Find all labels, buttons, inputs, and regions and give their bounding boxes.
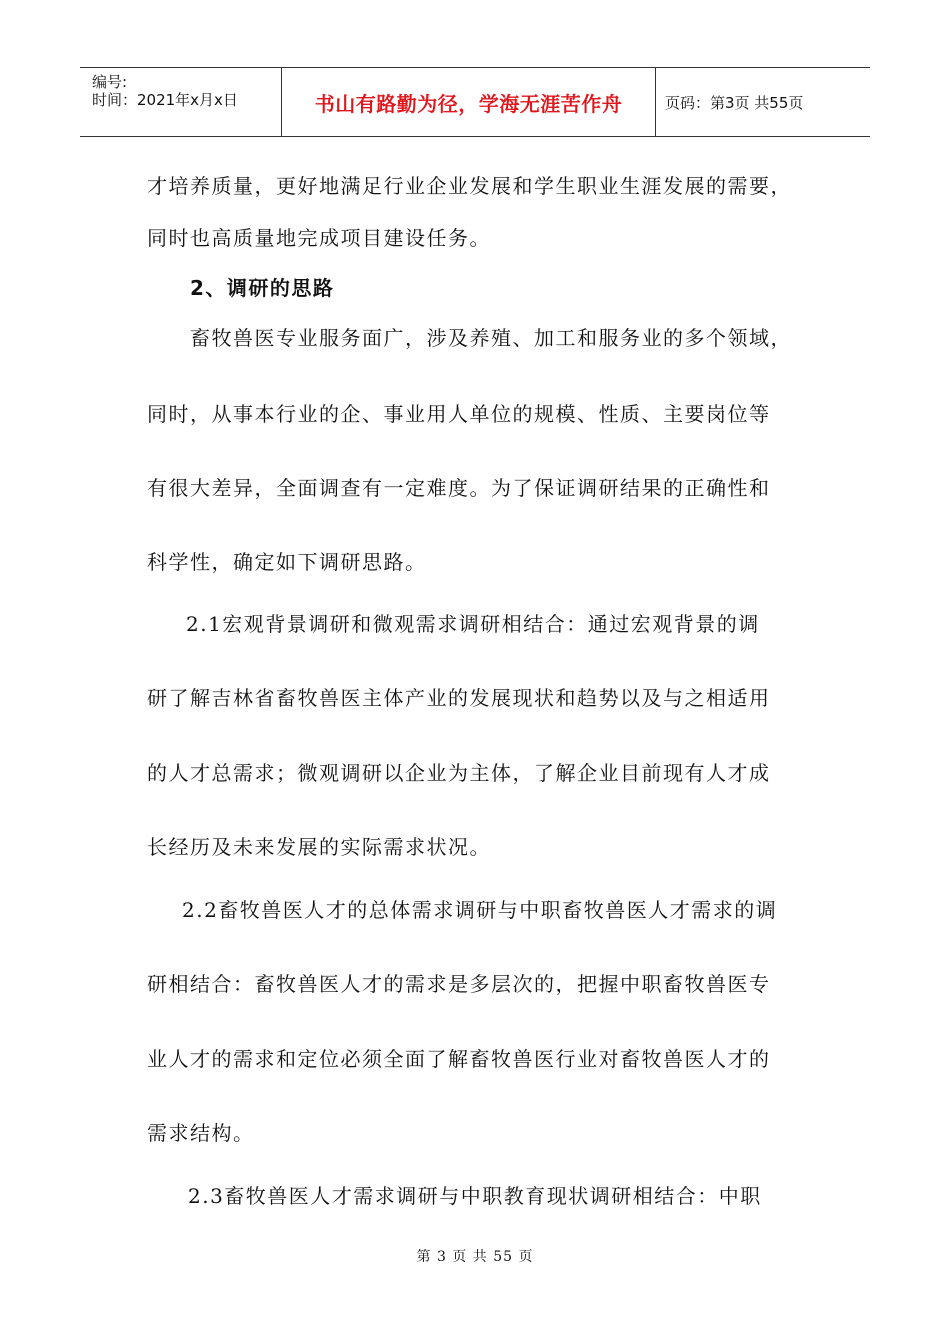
body-line: 2.3畜牧兽医人才需求调研与中职教育现状调研相结合：中职: [188, 1184, 762, 1208]
body-line: 畜牧兽医专业服务面广，涉及养殖、加工和服务业的多个领域，: [190, 326, 792, 350]
motto-text: 书山有路勤为径，学海无涯苦作舟: [314, 91, 623, 116]
header-page-info: 页码：第3页 共55页: [665, 93, 804, 112]
header-meta-cell: [80, 68, 282, 136]
date-label: 时间：2021年x月x日: [92, 91, 238, 109]
header-page-cell: [656, 68, 870, 136]
header-motto-cell: [282, 68, 656, 136]
page-header: [80, 67, 870, 137]
body-line: 2.1宏观背景调研和微观需求调研相结合：通过宏观背景的调: [186, 612, 760, 636]
body-line: 研相结合：畜牧兽医人才的需求是多层次的，把握中职畜牧兽医专: [147, 972, 771, 996]
body-line: 的人才总需求；微观调研以企业为主体，了解企业目前现有人才成: [147, 761, 771, 785]
body-line: 才培养质量，更好地满足行业企业发展和学生职业生涯发展的需要，: [147, 174, 792, 198]
body-line: 同时，从事本行业的企、事业用人单位的规模、性质、主要岗位等: [147, 402, 771, 426]
body-line: 长经历及未来发展的实际需求状况。: [147, 835, 491, 859]
body-line: 有很大差异，全面调查有一定难度。为了保证调研结果的正确性和: [147, 476, 771, 500]
body-line: 研了解吉林省畜牧兽医主体产业的发展现状和趋势以及与之相适用: [147, 686, 771, 710]
page-footer: 第 3 页 共 55 页: [416, 1249, 534, 1265]
body-line: 2.2畜牧兽医人才的总体需求调研与中职畜牧兽医人才需求的调: [182, 898, 778, 922]
serial-number-label: 编号:: [92, 73, 128, 91]
section-heading: 2、调研的思路: [190, 276, 335, 300]
body-line: 科学性，确定如下调研思路。: [147, 550, 427, 574]
body-line: 同时也高质量地完成项目建设任务。: [147, 226, 491, 250]
body-line: 业人才的需求和定位必须全面了解畜牧兽医行业对畜牧兽医人才的: [147, 1047, 771, 1071]
body-line: 需求结构。: [147, 1121, 255, 1145]
